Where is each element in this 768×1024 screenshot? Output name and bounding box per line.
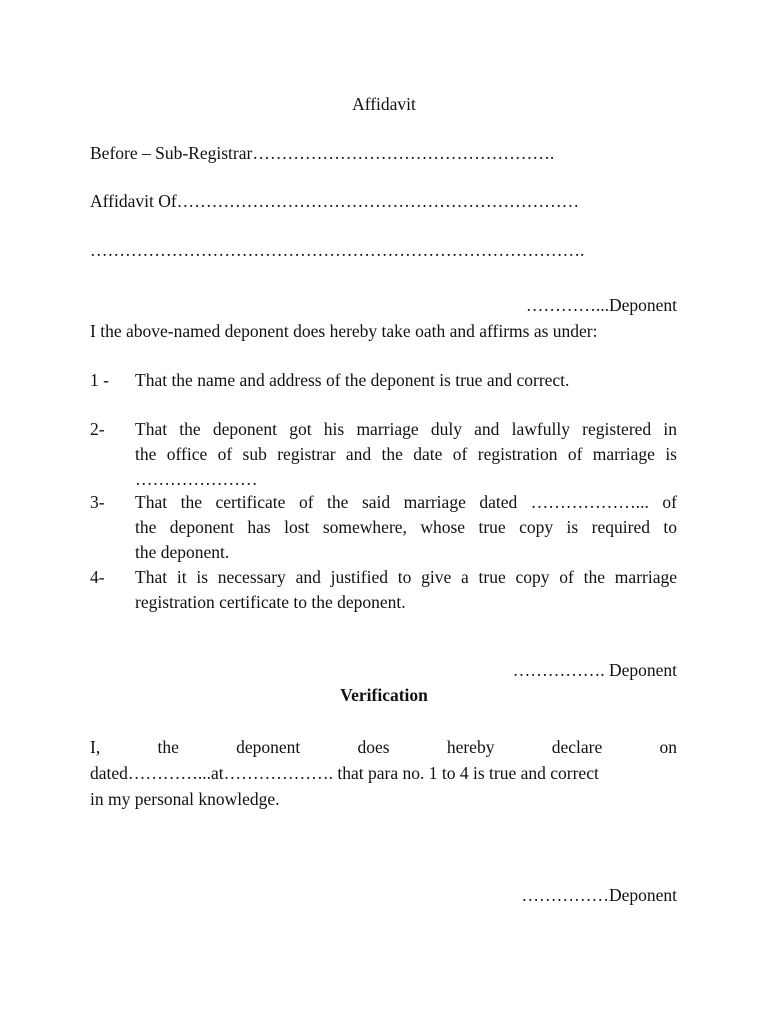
verification-word: I,	[90, 737, 101, 757]
verification-heading: Verification	[340, 685, 428, 705]
item-3-line: the deponent has lost somewhere, whose true copy is required to	[135, 517, 677, 537]
item-2-line: That the deponent got his marriage duly and lawfully registered in	[135, 419, 677, 439]
item-number: 4-	[90, 567, 105, 587]
verification-word: on	[659, 737, 677, 757]
item-number: 2-	[90, 419, 105, 439]
before-sub-registrar-line: Before – Sub-Registrar…………………………………………….	[90, 143, 555, 163]
page-title: Affidavit	[352, 94, 416, 114]
deponent-signature-3: ……………Deponent	[521, 885, 677, 905]
verification-word: declare	[551, 737, 603, 757]
item-4-line: registration certificate to the deponent.	[135, 592, 406, 612]
verification-line-2: dated…………...at………………. that para no. 1 to 4 is true and correct	[90, 763, 599, 783]
item-3-line: That the certificate of the said marriage dated ………………... of	[135, 492, 677, 512]
oath-intro: I the above-named deponent does hereby take oath and affirms as under:	[90, 321, 598, 341]
verification-word: does	[357, 737, 390, 757]
deponent-signature-1: …………...Deponent	[525, 295, 677, 315]
item-number: 3-	[90, 492, 105, 512]
item-2-line: …………………	[135, 469, 258, 489]
item-2-line: the office of sub registrar and the date of registration of marriage is	[135, 444, 677, 464]
affidavit-of-line: Affidavit Of……………………………………………………………	[90, 191, 580, 211]
verification-line-1	[90, 737, 677, 758]
item-number: 1 -	[90, 370, 109, 390]
verification-word: hereby	[446, 737, 495, 757]
item-1-line: That the name and address of the deponent is true and correct.	[135, 370, 570, 390]
deponent-signature-2: ……………. Deponent	[512, 660, 677, 680]
verification-word: deponent	[236, 737, 301, 757]
verification-line-3: in my personal knowledge.	[90, 789, 280, 809]
item-4-line: That it is necessary and justified to give a true copy of the marriage	[135, 567, 677, 587]
item-3-line: the deponent.	[135, 542, 230, 562]
blank-dotted-line: ………………………………………………………………………….	[90, 240, 585, 260]
verification-word: the	[157, 737, 179, 757]
